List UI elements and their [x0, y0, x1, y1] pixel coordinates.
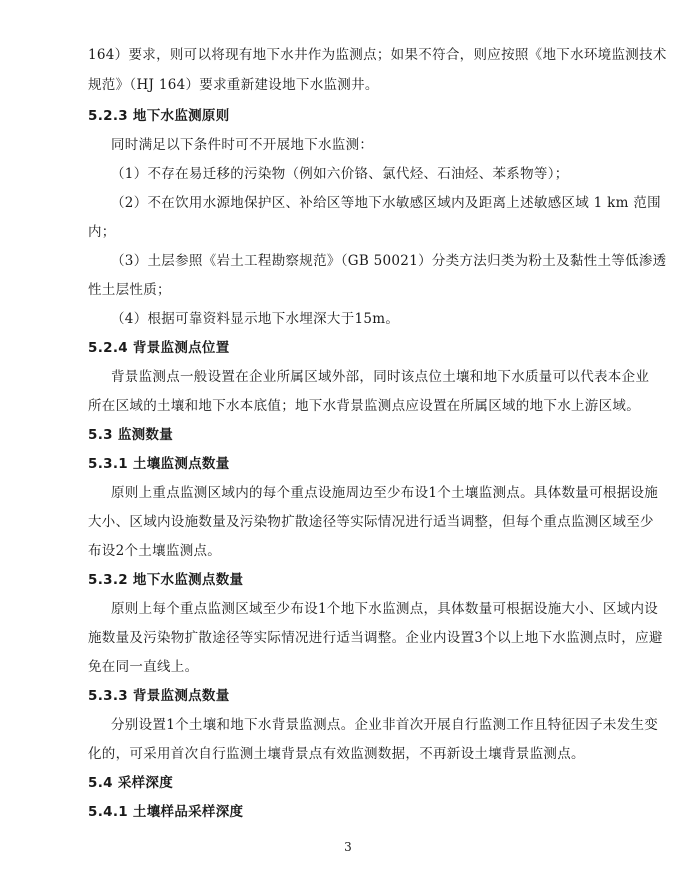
- list-item-3: （3）土层参照《岩土工程勘察规范》（GB 50021）分类方法归类为粉土及黏性土等低渗透: [111, 253, 667, 269]
- body-text-line: 所在区域的土壤和地下水本底值；地下水背景监测点应设置在所属区域的地下水上游区域。: [88, 398, 640, 414]
- section-heading-5-3-3: 5.3.3 背景监测点数量: [88, 688, 230, 704]
- page-number: 3: [344, 840, 352, 854]
- body-text-line: 同时满足以下条件时可不开展地下水监测：: [111, 137, 374, 153]
- body-text-line: 内；: [88, 224, 116, 240]
- list-item-2: （2）不在饮用水源地保护区、补给区等地下水敏感区域内及距离上述敏感区域 1 km 范围: [111, 195, 661, 211]
- body-text-line: 大小、区域内设施数量及污染物扩散途径等实际情况进行适当调整，但每个重点监测区域至少: [88, 514, 654, 530]
- section-heading-5-3: 5.3 监测数量: [88, 427, 174, 443]
- list-item-4: （4）根据可靠资料显示地下水埋深大于15m。: [111, 311, 400, 327]
- body-text-line: 164）要求，则可以将现有地下水井作为监测点；如果不符合，则应按照《地下水环境监测技术: [88, 47, 667, 63]
- section-heading-5-2-3: 5.2.3 地下水监测原则: [88, 108, 230, 124]
- body-text-line: 施数量及污染物扩散途径等实际情况进行适当调整。企业内设置3个以上地下水监测点时，应避: [88, 630, 663, 646]
- body-text-line: 背景监测点一般设置在企业所属区域外部，同时该点位土壤和地下水质量可以代表本企业: [111, 369, 650, 385]
- body-text-line: 原则上每个重点监测区域至少布设1个地下水监测点，具体数量可根据设施大小、区域内设: [111, 601, 659, 617]
- section-heading-5-2-4: 5.2.4 背景监测点位置: [88, 340, 230, 356]
- section-heading-5-3-1: 5.3.1 土壤监测点数量: [88, 456, 230, 472]
- body-text-line: 性土层性质；: [88, 282, 171, 298]
- body-text-line: 原则上重点监测区域内的每个重点设施周边至少布设1个土壤监测点。具体数量可根据设施: [111, 485, 659, 501]
- body-text-line: 规范》（HJ 164）要求重新建设地下水监测井。: [88, 77, 379, 93]
- body-text-line: 化的，可采用首次自行监测土壤背景点有效监测数据，不再新设土壤背景监测点。: [88, 746, 585, 762]
- section-heading-5-4: 5.4 采样深度: [88, 775, 174, 791]
- body-text-line: 布设2个土壤监测点。: [88, 543, 222, 559]
- list-item-1: （1）不存在易迁移的污染物（例如六价铬、氯代烃、石油烃、苯系物等）；: [111, 166, 569, 182]
- section-heading-5-3-2: 5.3.2 地下水监测点数量: [88, 572, 244, 588]
- body-text-line: 免在同一直线上。: [88, 659, 199, 675]
- section-heading-5-4-1: 5.4.1 土壤样品采样深度: [88, 804, 244, 820]
- body-text-line: 分别设置1个土壤和地下水背景监测点。企业非首次开展自行监测工作且特征因子未发生变: [111, 717, 659, 733]
